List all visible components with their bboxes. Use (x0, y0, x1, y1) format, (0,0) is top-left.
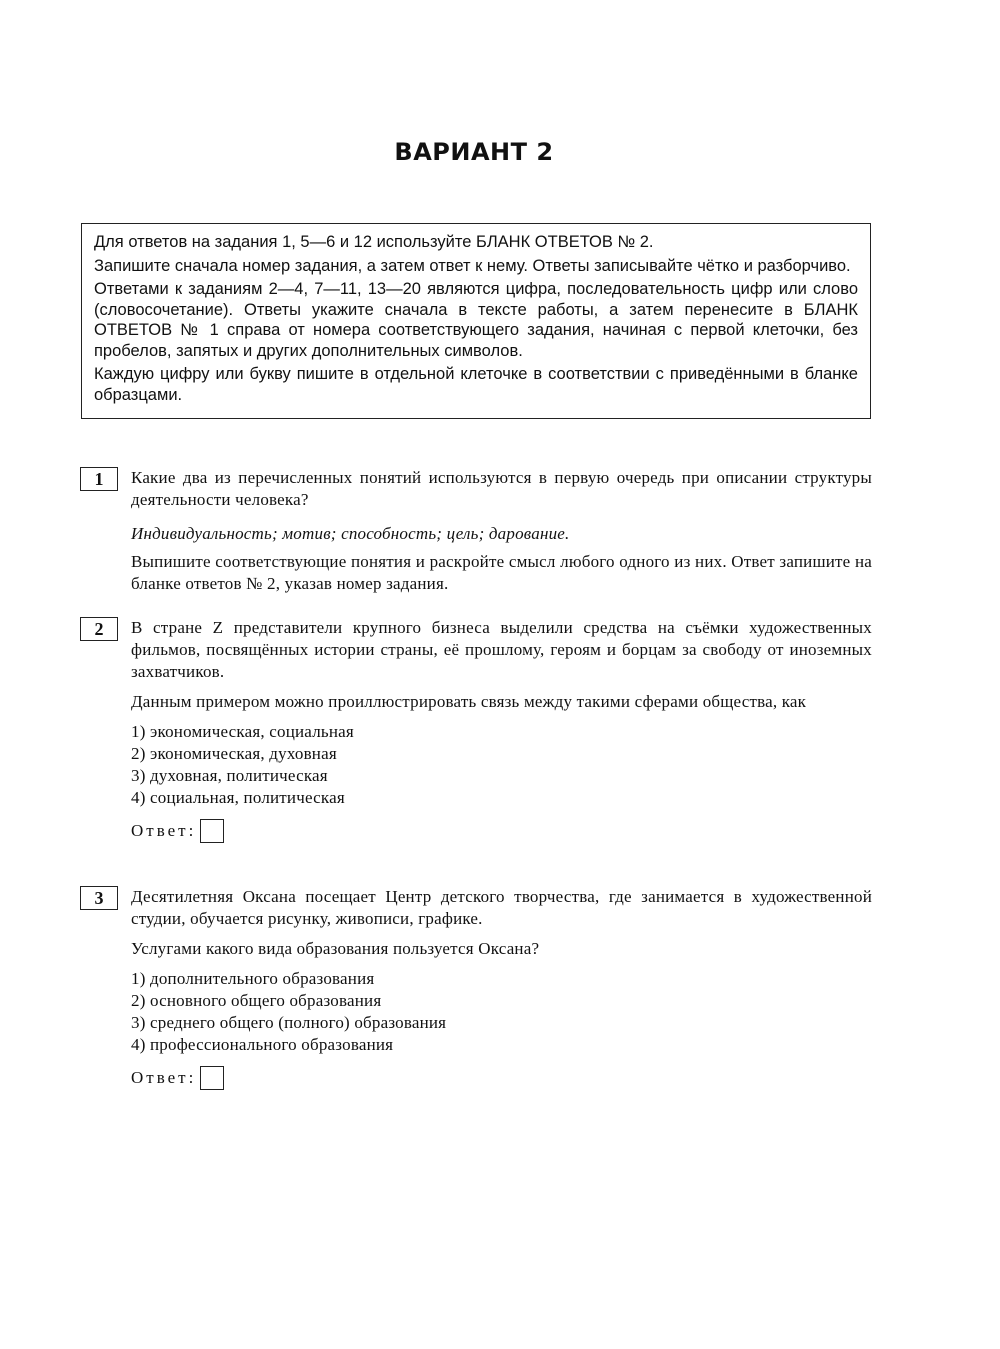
option-item: 4) социальная, политическая (131, 788, 345, 807)
task-1 (80, 467, 872, 601)
task-number: 2 (80, 617, 118, 641)
option-item: 2) экономическая, духовная (131, 744, 337, 763)
instruction-line: Для ответов на задания 1, 5—6 и 12 используйте БЛАНК ОТВЕТОВ № 2. (94, 233, 654, 251)
task-2 (80, 617, 872, 843)
task-question: Десятилетняя Оксана посещает Центр детского творчества, где занимается в художественной студии, обучается рисунку, живописи, графике. (131, 887, 872, 928)
task-terms: Индивидуальность; мотив; способность; цель; дарование. (131, 524, 570, 543)
instruction-line: Запишите сначала номер задания, а затем ответ к нему. Ответы записывайте чётко и разборчиво. (94, 256, 851, 275)
option-item: 3) духовная, политическая (131, 766, 328, 785)
task-3 (80, 886, 872, 1090)
task-prompt: Услугами какого вида образования пользуется Оксана? (131, 939, 540, 958)
answer-box[interactable] (200, 1066, 224, 1090)
task-question: В стране Z представители крупного бизнеса выделили средства на съёмки художественных фильмов, посвящённых истории страны, её прошлому, героям и борцам за свободу от иноземных захватчиков. (131, 618, 872, 681)
option-item: 1) дополнительного образования (131, 969, 375, 988)
task-body (131, 467, 872, 595)
task-number: 1 (80, 467, 118, 491)
task-body (131, 886, 872, 1090)
instruction-line: Каждую цифру или букву пишите в отдельной клеточке в соответствии с приведёнными в бланке образцами. (94, 365, 858, 404)
option-item: 4) профессионального образования (131, 1035, 394, 1054)
task-number: 3 (80, 886, 118, 910)
answer-row (131, 1066, 872, 1090)
option-item: 2) основного общего образования (131, 991, 382, 1010)
option-item: 1) экономическая, социальная (131, 722, 354, 741)
options-list (131, 968, 872, 1056)
variant-title: ВАРИАНТ 2 (394, 138, 554, 166)
answer-label: Ответ: (131, 821, 197, 840)
answer-label: Ответ: (131, 1068, 197, 1087)
instructions-box (81, 223, 871, 419)
task-body (131, 617, 872, 843)
task-prompt: Данным примером можно проиллюстрировать связь между такими сферами общества, как (131, 692, 807, 711)
answer-box[interactable] (200, 819, 224, 843)
task-question: Какие два из перечисленных понятий используются в первую очередь при описании структуры деятельности человека? (131, 468, 872, 509)
options-list (131, 721, 872, 809)
instruction-line: Ответами к заданиям 2—4, 7—11, 13—20 являются цифра, последовательность цифр или слово (словосочетание). Ответы укажите сначала в тексте работы, а затем перенесите в БЛАНК ОТВЕТОВ № 1 справа от номера соответствующего задания, начиная с первой клеточки, без пробелов, запятых и других дополнительных символов. (94, 280, 858, 360)
answer-row (131, 819, 872, 843)
option-item: 3) среднего общего (полного) образования (131, 1013, 447, 1032)
task-instruction: Выпишите соответствующие понятия и раскройте смысл любого одного из них. Ответ запишите на бланке ответов № 2, указав номер задания. (131, 552, 872, 593)
